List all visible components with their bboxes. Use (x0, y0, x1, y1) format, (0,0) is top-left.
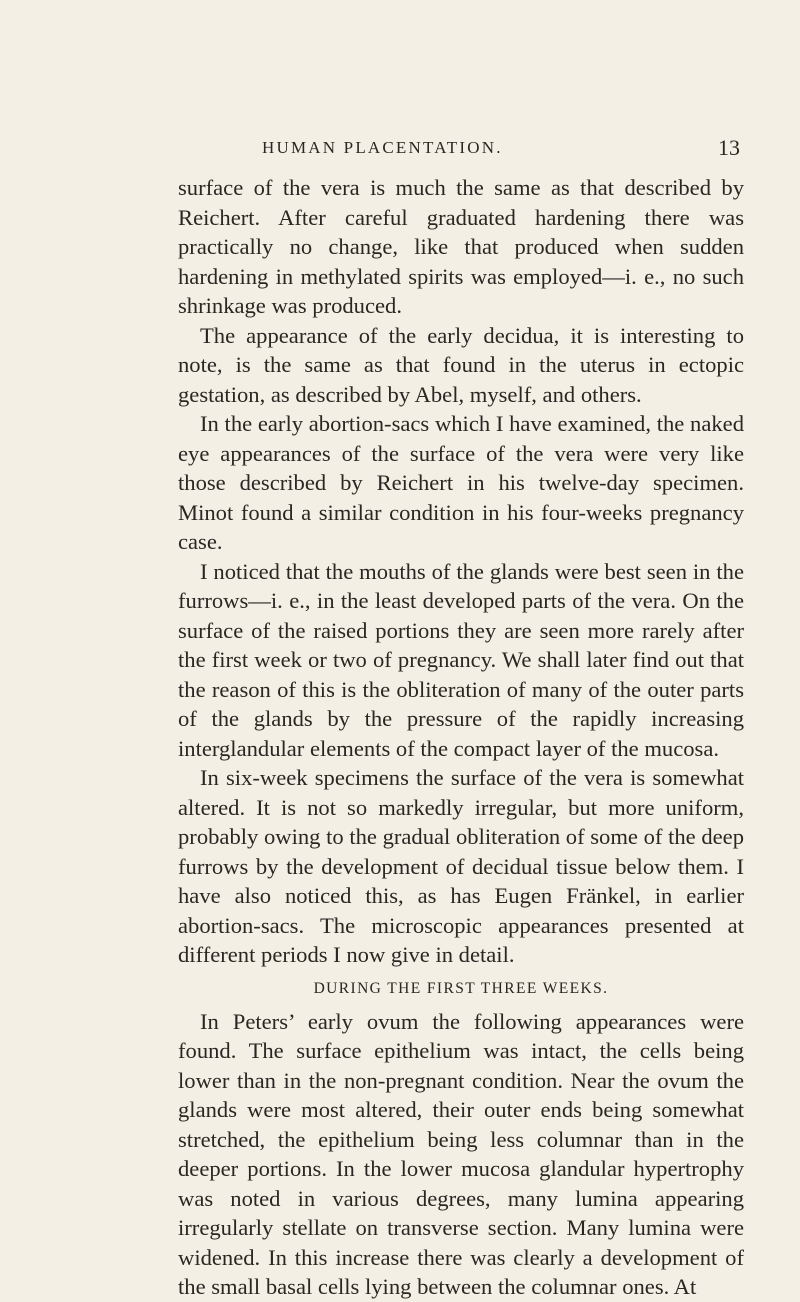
running-head (180, 135, 740, 164)
paragraph: In the early abortion-sacs which I have examined, the naked eye appearances of the surface of the vera were very like those described by Reichert in his twelve-day specimen. Minot found a similar condition in his four-weeks pregnancy case. (178, 411, 744, 554)
paragraph: In six-week specimens the surface of the vera is somewhat altered. It is not so markedly irregular, but more uniform, probably owing to the gradual obliteration of some of the deep furrows by the development of decidual tissue below them. I have also noticed this, as has Eugen Fränkel, in earlier abortion-sacs. The microscopic appearances presented at different periods I now give in detail. (178, 765, 744, 967)
paragraph: I noticed that the mouths of the glands were best seen in the furrows—i. e., in the least developed parts of the vera. On the surface of the raised portions they are seen more rarely after the first week or two of pregnancy. We shall later find out that the reason of this is the obliteration of many of the outer parts of the glands by the pressure of the rapidly increasing interglandular elements of the compact layer of the mucosa. (178, 558, 744, 761)
paragraph: In Peters’ early ovum the following appearances were found. The surface epithelium was intact, the cells being lower than in the non-pregnant condition. Near the ovum the glands were most altered, their outer ends being somewhat stretched, the epithelium being less columnar than in the deeper portions. In the lower mucosa glandular hypertrophy was noted in various degrees, many lumina appearing irregularly stellate on transverse section. Many lumina were widened. In this increase there was clearly a development of the small basal cells lying between the columnar ones. At (178, 1008, 744, 1299)
page-number: 13 (718, 135, 740, 160)
section-heading: DURING THE FIRST THREE WEEKS. (313, 979, 609, 997)
paragraph: The appearance of the early decidua, it is interesting to note, is the same as that found in the uterus in ectopic gestation, as described by Abel, myself, and others. (178, 322, 744, 407)
paragraph-continued: surface of the vera is much the same as that described by Reichert. After careful graduated hardening there was practically no change, like that produced when sudden hardening in methylated spirits was employed—i. e., no such shrinkage was produced. (178, 175, 744, 318)
running-title: HUMAN PLACENTATION. (262, 138, 503, 157)
body-text (178, 173, 744, 1302)
